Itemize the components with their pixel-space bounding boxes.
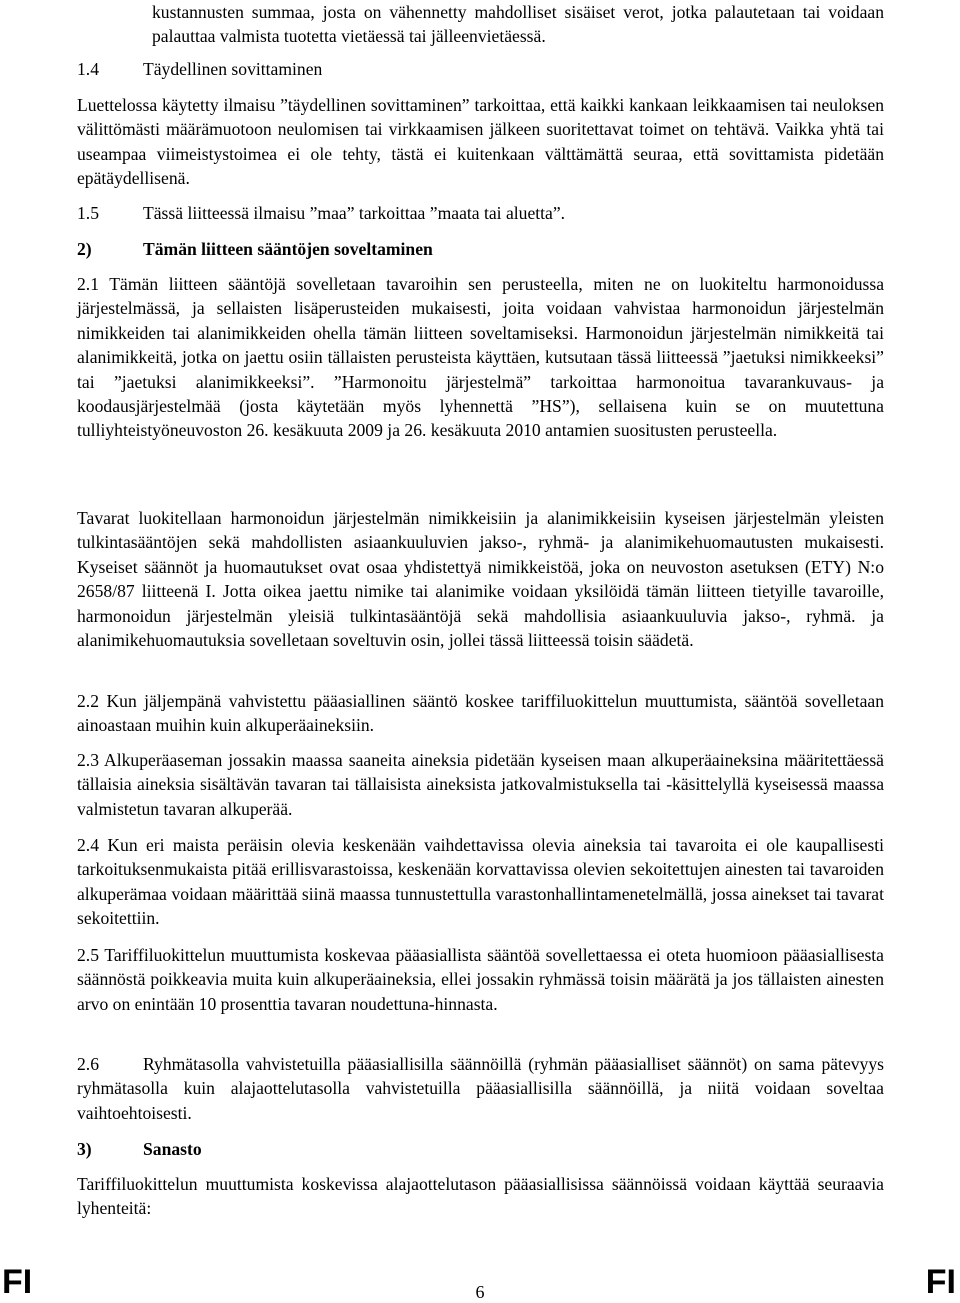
paragraph-2-2: 2.2 Kun jäljempänä vahvistettu pääasiallinen sääntö koskee tariffiluokittelun muuttumista, sääntöä sovelletaan ainoastaan muihin kuin alkuperäaineksiin. <box>77 691 884 736</box>
footer-language-mark-left: FI <box>2 1263 33 1301</box>
paragraph-2-1-continued: Tavarat luokitellaan harmonoidun järjestelmän nimikkeisiin ja alanimikkeisiin kyseisen järjestelmän yleisten tulkintasääntöjen sekä mahdollisten asiaankuuluvien jakso-, ryhmä- ja alanimikehuomautusten mukaisesti. Kyseiset säännöt ja huomautukset ovat osaa yhdistettyä nimikkeistöä, joka on neuvoston asetuksen (ETY) N:o 2658/87 liitteenä I. Jotta oikea jaettu nimike tai alanimike voidaan yksilöidä tämän liitteen tietyille tavaroille, harmonoidun järjestelmän yleisiä tulkintasääntöjä sekä mahdollisia asiaankuuluvia jakso-, ryhmä. ja alanimikehuomautuksia sovelletaan soveltuvin osin, jollei tässä liitteessä toisin säädetä. <box>77 508 884 651</box>
paragraph-3: Tariffiluokittelun muuttumista koskevissa alajaottelutason pääasiallisissa säännöissä voidaan käyttää seuraavia lyhenteitä: <box>77 1174 884 1219</box>
section-3-number: 3) <box>77 1139 92 1159</box>
footer-language-mark-right: FI <box>925 1263 956 1301</box>
heading-1-4-text: Täydellinen sovittaminen <box>143 59 323 79</box>
paragraph-intro: kustannusten summaa, josta on vähennetty mahdolliset sisäiset verot, jotka palautetaan tai voidaan palauttaa valmista tuotetta vietäessä tai jälleenvietäessä. <box>152 2 884 47</box>
section-2-number: 2) <box>77 239 92 259</box>
paragraph-1-4-part-b: Vaikka yhtä tai useampaa viimeistystoimea ei ole tehty, tästä ei kuitenkaan välttämättä seuraa, että sovittamista pidetään epätäydellisenä. <box>77 119 884 189</box>
heading-1-5-text: Tässä liitteessä ilmaisu ”maa” tarkoittaa ”maata tai aluetta”. <box>143 203 566 223</box>
paragraph-2-6-text: Ryhmätasolla vahvistetuilla pääasiallisilla säännöillä (ryhmän pääasialliset säännöt) on sama pätevyys ryhmätasolla kuin alajaottelutasolla vahvistetuilla pääasiallisilla säännöillä, ja niitä voidaan soveltaa vaihtoehtoisesti. <box>77 1054 884 1123</box>
paragraph-2-6 <box>77 1052 884 1125</box>
heading-1-5 <box>77 201 884 225</box>
paragraph-2-1: 2.1 Tämän liitteen sääntöjä sovelletaan tavaroihin sen perusteella, miten ne on luokiteltu harmonoidussa järjestelmässä, ja sellaisten lisäperusteiden mukaisesti, joita voidaan vahvistaa harmonoidun järjestelmän nimikkeiden tai alanimikkeiden ohella tämän liitteen soveltamiseksi. Harmonoidun järjestelmän nimikkeitä tai alanimikkeitä, jotka on jaettu osiin tällaisten perusteista käyttäen, kutsutaan tässä liitteessä ”jaetuksi nimikkeeksi” tai ”jaetuksi alanimikkeeksi”. ”Harmonoitu järjestelmä” tarkoittaa harmonoitua tavarankuvaus- ja koodausjärjestelmää (josta käytetään myös lyhennettä ”HS”), sellaisena kuin se on muutettuna tulliyhteistyöneuvoston 26. kesäkuuta 2009 ja 26. kesäkuuta 2010 antamien suositusten perusteella. <box>77 274 884 441</box>
paragraph-2-5: 2.5 Tariffiluokittelun muuttumista koskevaa pääasiallista sääntöä sovellettaessa ei oteta huomioon pääasiallisesta säännöstä poikkeavia muita kuin alkuperäaineksia, ellei jossakin ryhmässä toisin määrätä ja jos tällaisten ainesten arvo on enintään 10 prosenttia tavaran noudettuna-hinnasta. <box>77 945 884 1014</box>
heading-1-4 <box>77 57 884 81</box>
page-number: 6 <box>475 1282 485 1302</box>
section-2-title: Tämän liitteen sääntöjen soveltaminen <box>143 239 433 259</box>
paragraph-2-6-number: 2.6 <box>77 1054 99 1074</box>
paragraph-2-4: 2.4 Kun eri maista peräisin olevia keskenään vaihdettavissa olevia aineksia tai tavaroita ei ole kaupallisesti tarkoituksenmukaista pitää erillisvarastoissa, keskenään korvattavissa olevien sekoitettujen ainesten tai tavaroiden alkuperämaa voidaan määrittää siinä maassa tunnustettulla varastonhallintamenetelmällä, jossa ainekset tai tavarat sekoitettiin. <box>77 835 884 929</box>
paragraph-1-4 <box>77 93 884 191</box>
paragraph-2-3: 2.3 Alkuperäaseman jossakin maassa saaneita aineksia pidetään kyseisen maan alkuperäaineksina määritettäessä tällaisia aineksia sisältävän tavaran tai tällaisista aineksista jatkovalmistuksella tai -käsittelyllä kyseisessä maassa valmistetun tavaran alkuperää. <box>77 750 884 819</box>
heading-1-5-number: 1.5 <box>77 203 99 223</box>
heading-1-4-number: 1.4 <box>77 59 99 79</box>
section-2-heading <box>77 237 884 261</box>
section-3-title: Sanasto <box>143 1139 202 1159</box>
section-3-heading <box>77 1137 884 1161</box>
paragraph-1-4-part-a: Luettelossa käytetty ilmaisu ”täydellinen sovittaminen” tarkoittaa, että kaikki kankaan leikkaamisen tai neuloksen välittömästi määrämuotoon neulomisen tai virkkaamisen jälkeen suoritettavat toimet on tehtävä. <box>77 95 884 140</box>
